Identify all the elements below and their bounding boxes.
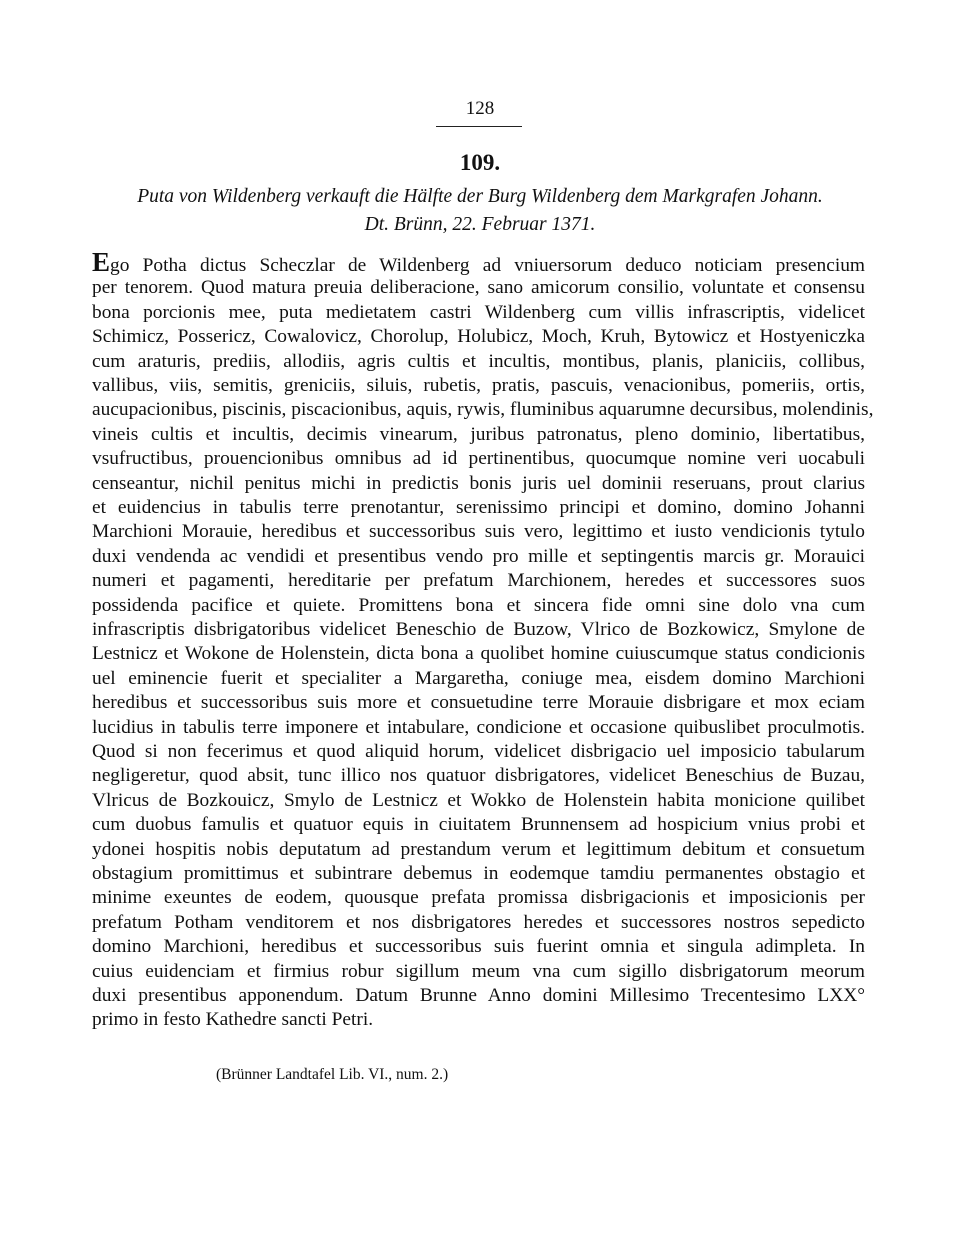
text-line: vallibus, viis, semitis, greniciis, siluis, rubetis, pratis, pascuis, venacionibus, pomeriis, ortis,: [92, 375, 865, 396]
document-number: 109.: [459, 150, 501, 175]
text-line: vineis cultis et incultis, decimis vinearum, juribus patronatus, pleno dominio, libertatibus,: [92, 423, 865, 445]
text-line: Vlricus de Bozkouicz, Smylo de Lestnicz et Wokko de Holenstein habita monicione quilibet: [92, 789, 865, 811]
text-line: negligeretur, quod absit, tunc illico nos quatuor disbrigatores, videlicet Beneschius de Buzau,: [92, 765, 865, 787]
text-line: heredibus et successoribus suis more et consuetudine terre Morauie disbrigare et mox eciam: [92, 692, 865, 714]
text-line: Quod si non fecerimus et quod aliquid horum, videlicet disbrigacio uel imposicio tabularum: [92, 741, 865, 762]
text-line: Lestnicz et Wokone de Holenstein, dicta bona a quolibet homine cuiuscumque status condicionis: [92, 643, 865, 665]
first-line-text: go Potha dictus Scheczlar de Wildenberg ad vniuersorum deduco noticiam presencium: [110, 255, 865, 276]
text-line: numeri et pagamenti, hereditarie per prefatum Marchionem, heredes et successores suos: [92, 570, 865, 592]
header-rule: [436, 126, 522, 127]
page-number: 128: [465, 98, 495, 119]
text-line: Schimicz, Possericz, Cowalovicz, Chorolup, Holubicz, Moch, Kruh, Bytowicz et Hostyeniczka: [92, 326, 865, 348]
document-heading: Puta von Wildenberg verkauft die Hälfte der Burg Wildenberg dem Markgrafen Johann.: [137, 186, 823, 207]
text-line: [92, 247, 865, 278]
text-line: minime exeuntes de eodem, quousque prefata promissa disbrigacionis et imposicionis per: [92, 887, 865, 909]
initial-letter: E: [92, 247, 111, 277]
text-line: obstagium promittimus et subintrare debemus in eodemque tamdiu permanentes obstagio et: [92, 863, 865, 884]
text-line: bona porcionis mee, puta medietatem castri Wildenberg cum villis infrascriptis, videlicet: [92, 301, 865, 323]
source-citation: (Brünner Landtafel Lib. VI., num. 2.): [216, 1066, 449, 1083]
text-line: infrascriptis disbrigatoribus videlicet Beneschio de Buzow, Vlrico de Bozkowicz, Smylone de: [92, 619, 865, 640]
text-line: aucupacionibus, piscinis, piscacionibus, aquis, rywis, fluminibus aquarumne decursibus, molendinis,: [92, 399, 874, 421]
text-line: lucidius in tabulis terre imponere et intabulare, condicione et occasione quibuslibet proculmotis.: [92, 716, 865, 738]
text-line: possidenda pacifice et quiete. Promittens bona et sincera fide omni sine dolo vna cum: [92, 594, 865, 616]
text-line: domino Marchioni, heredibus et successoribus suis fuerint omnia et singula adimpleta. In: [92, 936, 865, 958]
text-line: per tenorem. Quod matura preuia deliberacione, sano amicorum consilio, voluntate et consensu: [92, 277, 865, 299]
text-line: cuius euidenciam et firmius robur sigillum meum vna cum sigillo disbrigatorum meorum: [92, 960, 865, 982]
text-line: primo in festo Kathedre sancti Petri.: [92, 1009, 374, 1031]
text-line: uel eminencie fuerit et specialiter a Margaretha, coniuge mea, eisdem domino Marchioni: [92, 667, 865, 689]
text-line: Marchioni Morauie, heredibus et successoribus suis vero, legittimo et iusto vendicionis tytulo: [92, 521, 865, 543]
text-line: censeantur, nichil penitus michi in predictis bonis juris uel dominii reseruans, prout clarius: [92, 472, 865, 494]
text-line: et euidencius in tabulis terre prenotantur, serenissimo principi et domino, domino Johanni: [92, 497, 865, 518]
text-line: cum duobus famulis et quatuor equis in ciuitatem Brunnensem ad hospicium vnius probi et: [92, 814, 865, 836]
text-line: prefatum Potham venditorem et nos disbrigatores heredes et successores nostros sepedicto: [92, 911, 865, 933]
text-line: ydonei hospitis nobis deputatum ad prestandum verum et legittimum debitum et consuetum: [92, 838, 865, 860]
text-line: cum araturis, prediis, allodiis, agris cultis et incultis, montibus, planis, planiciis, collibus,: [92, 350, 865, 372]
text-line: duxi presentibus apponendum. Datum Brunne Anno domini Millesimo Trecentesimo LXX°: [92, 985, 865, 1006]
text-line: vsufructibus, prouencionibus omnibus ad id pertinentibus, quocumque nomine veri uocabuli: [92, 448, 865, 470]
document-date-line: Dt. Brünn, 22. Februar 1371.: [364, 214, 596, 235]
text-line: duxi vendenda ac vendidi et presentibus vendo pro mille et septingentis marcis gr. Morauici: [92, 545, 865, 567]
